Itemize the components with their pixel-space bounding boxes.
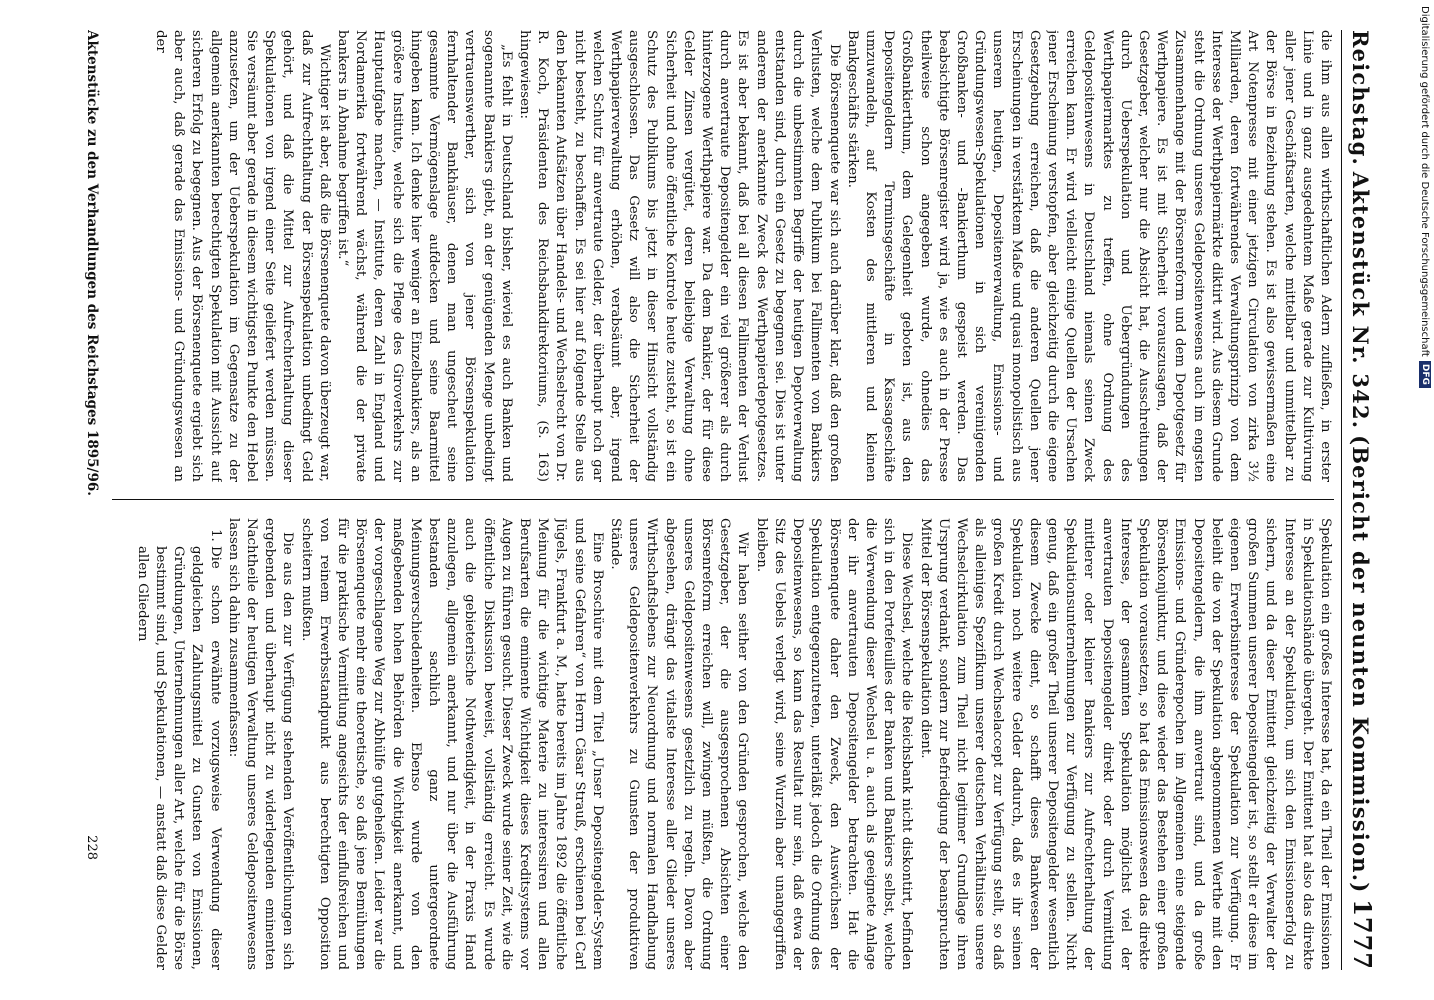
dfg-logo: DFG	[1419, 361, 1431, 388]
paragraph: Diese Wechsel, welche die Reichsbank nicht diskontirt, befinden sich in den Portefeuilles der Banken und Bankiers selbst, welche die Verwendung dieser Wechsel u. a. auch als geeignete Anlage der ihr anvertrauten Depositengelder betrachten. Hat die Börsenenquete daher den Zweck, den Auswüchsen der Spekulation entgegenzutreten, unterläßt jedoch die Ordnung des Depositenwesens, so kann das Resultat nur sein, daß etwa der Sitz des Uebels verlegt wird, seine Wurzeln aber unangegriffen bleiben.	[753, 518, 915, 970]
paragraph: Spekulation ein großes Interesse hat, da ein Theil der Emissionen in Spekulationshände übergeht. Der Emittent hat also das direkte Interesse an der Spekulation, um sich den Emissionserfolg zu sichern, und da dieser Emittent gleichzeitig der Verwalter der großen Summen unserer Depositengelder ist, so stellt er diese im eigenen Erwerbsinteresse der Spekulation zur Verfügung. Er beleiht die von der Spekulation abgenommenen Werthe mit den Depositengeldern, die ihm anvertraut sind, und da große Emissions- und Gründerepochen im Allgemeinen eine steigende Börsenkonjunktur, und diese wieder das Bestehen einer großen Spekulation voraussetzen, so hat das Emissionswesen das direkte Interesse, der gesammten Spekulation möglichst viel der anvertrauten Depositengelder direkt oder durch Vermittlung mittlerer oder kleiner Bankiers zur Aufrechterhaltung der Spekulationsunternehmungen zur Verfügung zu stellen. Nicht genug, daß ein großer Theil unserer Depositengelder wesentlich diesem Zwecke dient, so schafft dieses Bankwesen der Spekulation noch weitere Gelder dadurch, daß es ihr seinen großen Kredit durch Wechselaccept zur Verfügung stellt, so daß als alleiniges Spezifikum unserer deutschen Verhältnisse unsere Wechselcirkulation zum Theil nicht legitimer Grundlage ihren Ursprung verdankt, sondern zur Befriedigung der beanspruchten Mittel der Börsenspekulation dient.	[917, 518, 1333, 970]
list-item: 1. Die schon erwähnte vorzugsweise Verwendung dieser geldgleichen Zahlungsmittel zu Gunsten von Emissionen, Gründungen, Unternehmungen aller Art, welche für die Börse bestimmt sind, und Spekulationen, — anstatt daß diese Gelder allen Gliedern	[133, 546, 224, 970]
text-columns	[112, 30, 1334, 970]
left-column	[112, 30, 1334, 482]
column-divider	[112, 499, 1334, 500]
paragraph: Die aus den zur Verfügung stehenden Veröffentlichungen sich ergebenden und überhaupt nicht zu widerlegenden eminenten Nachtheile der heutigen Verwaltung unseres Geldepositenwesens lassen sich dahin zusammenfassen:	[225, 518, 296, 970]
quotation: „Es fehlt in Deutschland bisher, wieviel es auch Banken und sogenannte Bankiers giebt, an der genügenden Menge unbedingt vertrauenswerther, sich von jener Börsenspekulation fernhaltender Bankhäuser, denen man ungescheut seine gesammte Vermögenslage aufdecken und seine Baarmittel hingeben kann. Ich denke hier weniger an Einzelbankiers, als an größere Institute, welche sich die Pflege des Giroverkehrs zur Hauptaufgabe machen, — Institute, deren Zahl in England und Nordamerika fortwährend wächst, während die der private bankers in Abnahme begriffen ist.“	[335, 30, 514, 482]
paragraph: Die Börsenenquete war sich auch darüber klar, daß den großen Verlusten, welche dem Publikum bei Fallimenten von Bankiers durch die unbestimmten Begriffe der heutigen Depotverwaltung entstanden sind, durch ein Gesetz zu begegnen sei. Dies ist unter anderem der anerkannte Zweck des Werthpapierdepotgesetzes. Es ist aber bekannt, daß bei all diesen Fallimenten der Verlust durch anvertraute Depositengelder ein viel größerer als durch hinterzogene Werthpapiere war. Da dem Bankier, der für diese Gelder Zinsen vergütet, deren beliebige Verwaltung ohne Sicherheit und ohne öffentliche Kontrole heute zusteht, so ist ein Schutz des Publikums bis jetzt in dieser Hinsicht vollständig ausgeschlossen. Das Gesetz will also die Sicherheit der Werthpapierverwaltung erhöhen, verabsäumt aber, irgend welchen Schutz für anvertraute Gelder, der überhaupt noch gar nicht besteht, zu beschaffen. Es sei hier auf folgende Stelle aus den bekannten Aufsätzen über Handels- und Wechselrecht von Dr. R. Koch, Präsidenten des Reichsbankdirektoriums, (S. 163) hingewiesen:	[517, 30, 842, 482]
footer-note: Aktenstücke zu den Verhandlungen des Reichstages 1895/96.	[84, 30, 100, 496]
numbered-list	[133, 518, 224, 970]
paragraph: Wir haben seither von den Gründen gesprochen, welche den Gesetzgeber, der die ausgesprochenen Absichten einer Börsenreform erreichen will, zwingen müßten, die Ordnung unseres Geldepositenwesens gesetzlich zu regeln. Davon aber abgesehen, drängt das vitalste Interesse aller Glieder unseres Wirthschaftslebens zur Neuordnung und normalen Handhabung unseres Geldepositenverkehrs zu Gunsten der produktiven Stände.	[608, 518, 751, 970]
header-rule	[1341, 30, 1342, 970]
rotated-content	[52, 30, 1382, 970]
scanned-page	[52, 30, 1382, 970]
header-institution: Reichstag.	[1348, 30, 1373, 166]
header-report-title: (Bericht der neunten Kommission.)	[1348, 435, 1373, 894]
digitization-credit	[1413, 0, 1431, 1000]
paragraph: Wichtiger ist aber, daß die Börsenenquete davon überzeugt war, daß zur Aufrechthaltung der Börsenspekulation unbedingt Geld gehört, und daß die Mittel zur Aufrechterhaltung dieser Spekulationen von irgend einer Seite geliefert werden müssen. Sie versäumt aber gerade in diesem wichtigsten Punkte den Hebel anzusetzen, um der Ueberspekulation im Gegensatze zu der allgemein anerkannten berechtigten Spekulation mit Aussicht auf sicheren Erfolg zu begegnen. Aus der Börsenenquete ergiebt sich aber auch, daß gerade das Emissions- und Gründungswesen an der	[153, 30, 332, 482]
header-document-number: Aktenstück Nr. 342.	[1348, 171, 1373, 430]
paragraph: Eine Broschüre mit dem Titel „Unser Depositengelder-System und seine Gefahren“ von Herrn Cäsar Strauß, erschienen bei Carl Jügels, Frankfurt a. M., hatte bereits im Jahre 1892 die öffentliche Meinung für die wichtige Materie zu interessiren und allen Berufsarten die eminente Wichtigkeit dieses Kreditsystems vor Augen zu führen gesucht. Dieser Zweck wurde seiner Zeit, wie die öffentliche Diskussion beweist, vollständig erreicht. Es wurde auch die gebieterische Nothwendigkeit, in der Praxis Hand anzulegen, allgemein anerkannt, und nur über die Ausführung bestanden sachlich ganz untergeordnete Meinungsverschiedenheiten. Ebenso wurde von den maßgebenden hohen Behörden die Wichtigkeit anerkannt, und der vorgeschlagene Weg zur Abhülfe gutgeheißen. Leider war die Börsenenquete mehr eine theoretische, so daß jene Bemühungen für die praktische Vermittlung angesichts der einflußreichen und von reinem Erwerbsstandpunkt aus berechtigten Opposition scheitern mußten.	[298, 518, 605, 970]
right-column	[112, 518, 1334, 970]
page-header	[1348, 30, 1382, 970]
page-number: 1777	[1348, 899, 1377, 970]
paragraph: die ihm aus allen wirthschaftlichen Adern zufließen, in erster Linie und in ganz ausgedehntem Maße gerade zur Kultivirung aller jener Geschäftsarten, welche mittelbar und unmittelbar zu der Börse in Beziehung stehen. Es ist also gewissermaßen eine Art Notenpresse mit einer jetzigen Circulation von zirka 3½ Milliarden, deren fortwährendes Verwaltungsprinzip von dem Interesse der Werthpapiermärkte diktirt wird. Aus diesem Grunde steht die Ordnung unseres Geldepositenwesens auch im engsten Zusammenhange mit der Börsenreform und dem Depotgesetz für Werthpapiere. Es ist mit Sicherheit vorauszusagen, daß der Gesetzgeber, welcher nur die Absicht hat, die Ausschreitungen durch Ueberspekulation und Uebergründungen des Werthpapiermarktes zu treffen, ohne Ordnung des Geldepositenwesens in Deutschland niemals seinen Zweck erreichen kann. Er wird vielleicht einige Quellen der Ursachen jener Erscheinung verstopfen, aber gleichzeitig durch die eigene Gesetzgebung erreichen, daß die anderen Quellen jener Erscheinungen in verstärktem Maße und quasi monopolistisch aus unserem heutigen, Depositenverwaltung, Emissions- und Gründungswesen-Spekulationen in sich vereinigenden Großbanken- und -Bankierthum gespeist werden. Das beabsichtigte Börsenregister wird ja, wie es auch in der Presse theilweise schon angegeben wurde, ohnedies das Großbankierthum, dem Gelegenheit geboten ist, aus den Depositengeldern Terminsgeschäfte in Kassageschäfte umzuwandeln, auf Kosten des mittleren und kleinen Bankgeschäfts stärken.	[844, 30, 1333, 482]
credit-text: Digitalisierung gefördert durch die Deutsche Forschungsgemeinschaft	[1419, 6, 1431, 357]
sheet-signature: 228	[84, 835, 99, 860]
